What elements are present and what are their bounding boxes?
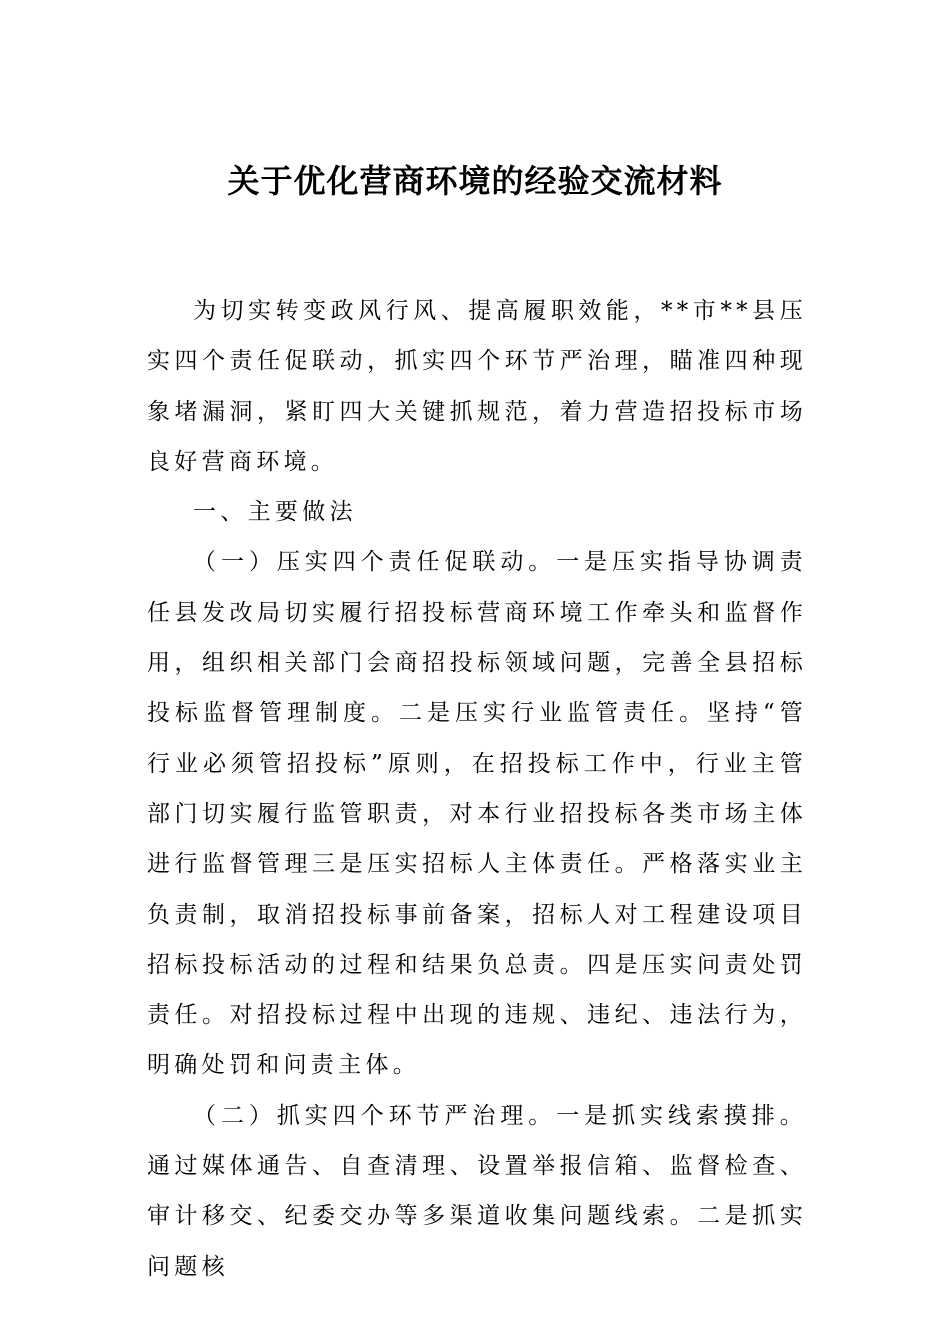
- section-heading-main-practices: 一、主要做法: [193, 499, 357, 526]
- paragraph-four-links: （二）抓实四个环节严治理。一是抓实线索摸排。通过媒体通告、自查清理、设置举报信箱、监督检查、审计移交、纪委交办等多渠道收集问题线索。二是抓实问题核: [147, 1102, 807, 1280]
- document-body: [147, 286, 807, 1292]
- intro-paragraph: 为切实转变政风行风、提高履职效能，**市**县压实四个责任促联动，抓实四个环节严治理，瞄准四种现象堵漏洞，紧盯四大关键抓规范，着力营造招投标市场良好营商环境。: [147, 298, 807, 475]
- paragraph-four-responsibilities: （一）压实四个责任促联动。一是压实指导协调责任县发改局切实履行招投标营商环境工作牵头和监督作用，组织相关部门会商招投标领域问题，完善全县招标投标监督管理制度。二是压实行业监管责任。坚持“管行业必须管招投标”原则，在招投标工作中，行业主管部门切实履行监管职责，对本行业招投标各类市场主体进行监督管理三是压实招标人主体责任。严格落实业主负责制，取消招投标事前备案，招标人对工程建设项目招标投标活动的过程和结果负总责。四是压实问责处罚责任。对招投标过程中出现的违规、违纪、违法行为，明确处罚和问责主体。: [147, 549, 807, 1079]
- document-title: 关于优化营商环境的经验交流材料: [227, 162, 723, 200]
